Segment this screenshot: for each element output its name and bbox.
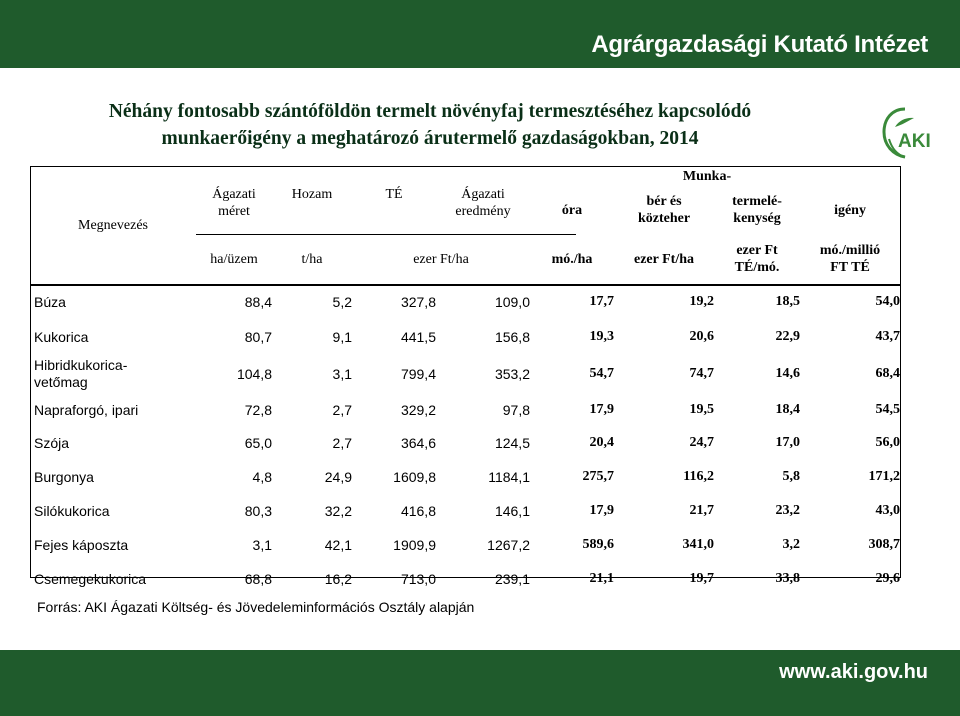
cell-te: 329,2	[400, 402, 436, 418]
cell-yield: 24,9	[324, 469, 352, 485]
cell-hours: 17,9	[589, 402, 614, 417]
table-row	[30, 426, 900, 460]
table-row	[30, 354, 900, 394]
cell-size: 68,8	[244, 571, 272, 587]
cell-need: 68,4	[875, 366, 901, 381]
cell-te: 416,8	[400, 503, 436, 519]
svg-text:AKI: AKI	[898, 131, 931, 152]
title-line-2: munkaerőigény a meghatározó árutermelő gazdaságokban, 2014	[161, 128, 699, 149]
row-name: Napraforgó, ipari	[34, 401, 139, 418]
cell-result: 353,2	[494, 366, 530, 382]
cell-size: 3,1	[252, 537, 272, 553]
cell-yield: 2,7	[332, 435, 352, 451]
cell-productivity: 14,6	[775, 366, 801, 381]
cell-hours: 17,9	[589, 503, 614, 518]
cell-productivity: 22,9	[775, 329, 801, 344]
header-need: igény	[834, 202, 866, 218]
table-row	[30, 460, 900, 494]
header-yield: Hozam	[291, 187, 333, 202]
cell-te: 441,5	[400, 329, 436, 345]
cell-hours: 275,7	[582, 469, 614, 484]
row-name: Szója	[34, 434, 70, 451]
cell-hours: 589,6	[582, 537, 614, 552]
cell-yield: 16,2	[324, 571, 352, 587]
cell-te: 1609,8	[393, 469, 436, 485]
cell-size: 88,4	[244, 294, 272, 310]
table-body	[30, 284, 900, 596]
cell-need: 308,7	[868, 537, 901, 552]
slide-content	[0, 68, 960, 650]
cell-te: 327,8	[400, 294, 436, 310]
cell-wage: 24,7	[689, 435, 714, 450]
unit-hours: mó./ha	[551, 251, 593, 267]
group-header-labor: Munka-	[682, 168, 732, 184]
aki-logo-icon	[874, 105, 936, 167]
cell-result: 156,8	[494, 329, 530, 345]
cell-hours: 20,4	[589, 435, 614, 450]
cell-size: 65,0	[244, 435, 272, 451]
table-row	[30, 562, 900, 596]
cell-yield: 42,1	[324, 537, 352, 553]
labor-data-table	[30, 166, 900, 596]
header-wage: bér és közteher	[637, 194, 691, 226]
footer-url: www.aki.gov.hu	[779, 661, 928, 683]
title-line-1: Néhány fontosabb szántóföldön termelt növényfaj termesztéséhez kapcsolódó	[108, 101, 752, 122]
header-name-cell	[30, 166, 196, 284]
header-result: Ágazati eredmény	[455, 187, 511, 219]
cell-te: 1909,9	[393, 537, 436, 553]
cell-te: 799,4	[400, 366, 436, 382]
header-hours: óra	[561, 202, 583, 218]
institute-name: Agrárgazdasági Kutató Intézet	[591, 31, 928, 58]
row-name: Silókukorica	[34, 502, 110, 519]
table-row	[30, 394, 900, 426]
unit-productivity: ezer Ft TÉ/mó.	[734, 243, 780, 275]
cell-wage: 19,7	[689, 571, 714, 586]
header-te: TÉ	[385, 187, 403, 202]
row-name: Kukorica	[34, 328, 89, 345]
cell-size: 80,3	[244, 503, 272, 519]
table-row	[30, 320, 900, 354]
cell-need: 171,2	[868, 469, 901, 484]
cell-yield: 2,7	[332, 402, 352, 418]
row-name: Fejes káposzta	[34, 536, 129, 553]
cell-result: 1184,1	[488, 469, 530, 485]
table-row	[30, 494, 900, 528]
cell-wage: 19,5	[689, 402, 714, 417]
cell-yield: 5,2	[332, 294, 352, 310]
unit-te-result: ezer Ft/ha	[413, 251, 469, 267]
cell-yield: 9,1	[332, 329, 352, 345]
cell-productivity: 33,8	[775, 571, 801, 586]
cell-need: 54,5	[875, 402, 901, 417]
table-row	[30, 528, 900, 562]
cell-hours: 54,7	[589, 366, 614, 381]
source-note: Forrás: AKI Ágazati Költség- és Jövedeleminformációs Osztály alapján	[37, 599, 475, 615]
unit-need: mó./millió FT TÉ	[819, 243, 881, 275]
cell-result: 109,0	[494, 294, 530, 310]
cell-wage: 21,7	[689, 503, 714, 518]
cell-yield: 3,1	[332, 366, 352, 382]
cell-need: 54,0	[875, 294, 901, 309]
row-name: Búza	[34, 293, 66, 310]
header-name: Megnevezés	[78, 217, 148, 233]
row-name: Hibridkukorica- vetőmag	[34, 357, 128, 390]
cell-productivity: 18,4	[775, 402, 801, 417]
unit-wage: ezer Ft/ha	[634, 251, 694, 267]
cell-need: 43,0	[875, 503, 901, 518]
cell-need: 56,0	[875, 435, 901, 450]
header-size: Ágazati méret	[212, 187, 256, 219]
cell-size: 104,8	[236, 366, 272, 382]
cell-size: 4,8	[252, 469, 272, 485]
row-name: Csemegekukorica	[34, 570, 147, 587]
cell-yield: 32,2	[324, 503, 352, 519]
cell-productivity: 5,8	[782, 469, 801, 484]
cell-wage: 74,7	[689, 366, 714, 381]
unit-yield: t/ha	[301, 251, 323, 267]
header-productivity: termelé- kenység	[732, 194, 782, 226]
cell-result: 97,8	[502, 402, 530, 418]
cell-te: 364,6	[400, 435, 436, 451]
cell-wage: 341,0	[682, 537, 714, 552]
table-row	[30, 284, 900, 320]
cell-hours: 19,3	[589, 329, 614, 344]
cell-result: 124,5	[494, 435, 530, 451]
cell-hours: 21,1	[589, 571, 614, 586]
cell-hours: 17,7	[589, 294, 614, 309]
cell-productivity: 18,5	[775, 294, 801, 309]
cell-wage: 20,6	[689, 329, 714, 344]
slide-title	[60, 98, 800, 152]
cell-wage: 19,2	[689, 294, 714, 309]
cell-result: 1267,2	[487, 537, 530, 553]
cell-wage: 116,2	[683, 469, 714, 484]
cell-result: 239,1	[494, 571, 530, 587]
cell-productivity: 17,0	[775, 435, 801, 450]
cell-productivity: 23,2	[775, 503, 801, 518]
cell-te: 713,0	[400, 571, 436, 587]
cell-size: 72,8	[244, 402, 272, 418]
cell-result: 146,1	[494, 503, 530, 519]
cell-productivity: 3,2	[782, 537, 801, 552]
cell-size: 80,7	[244, 329, 272, 345]
cell-need: 29,6	[875, 571, 901, 586]
cell-need: 43,7	[875, 329, 901, 344]
row-name: Burgonya	[34, 468, 94, 485]
unit-size: ha/üzem	[210, 251, 258, 267]
